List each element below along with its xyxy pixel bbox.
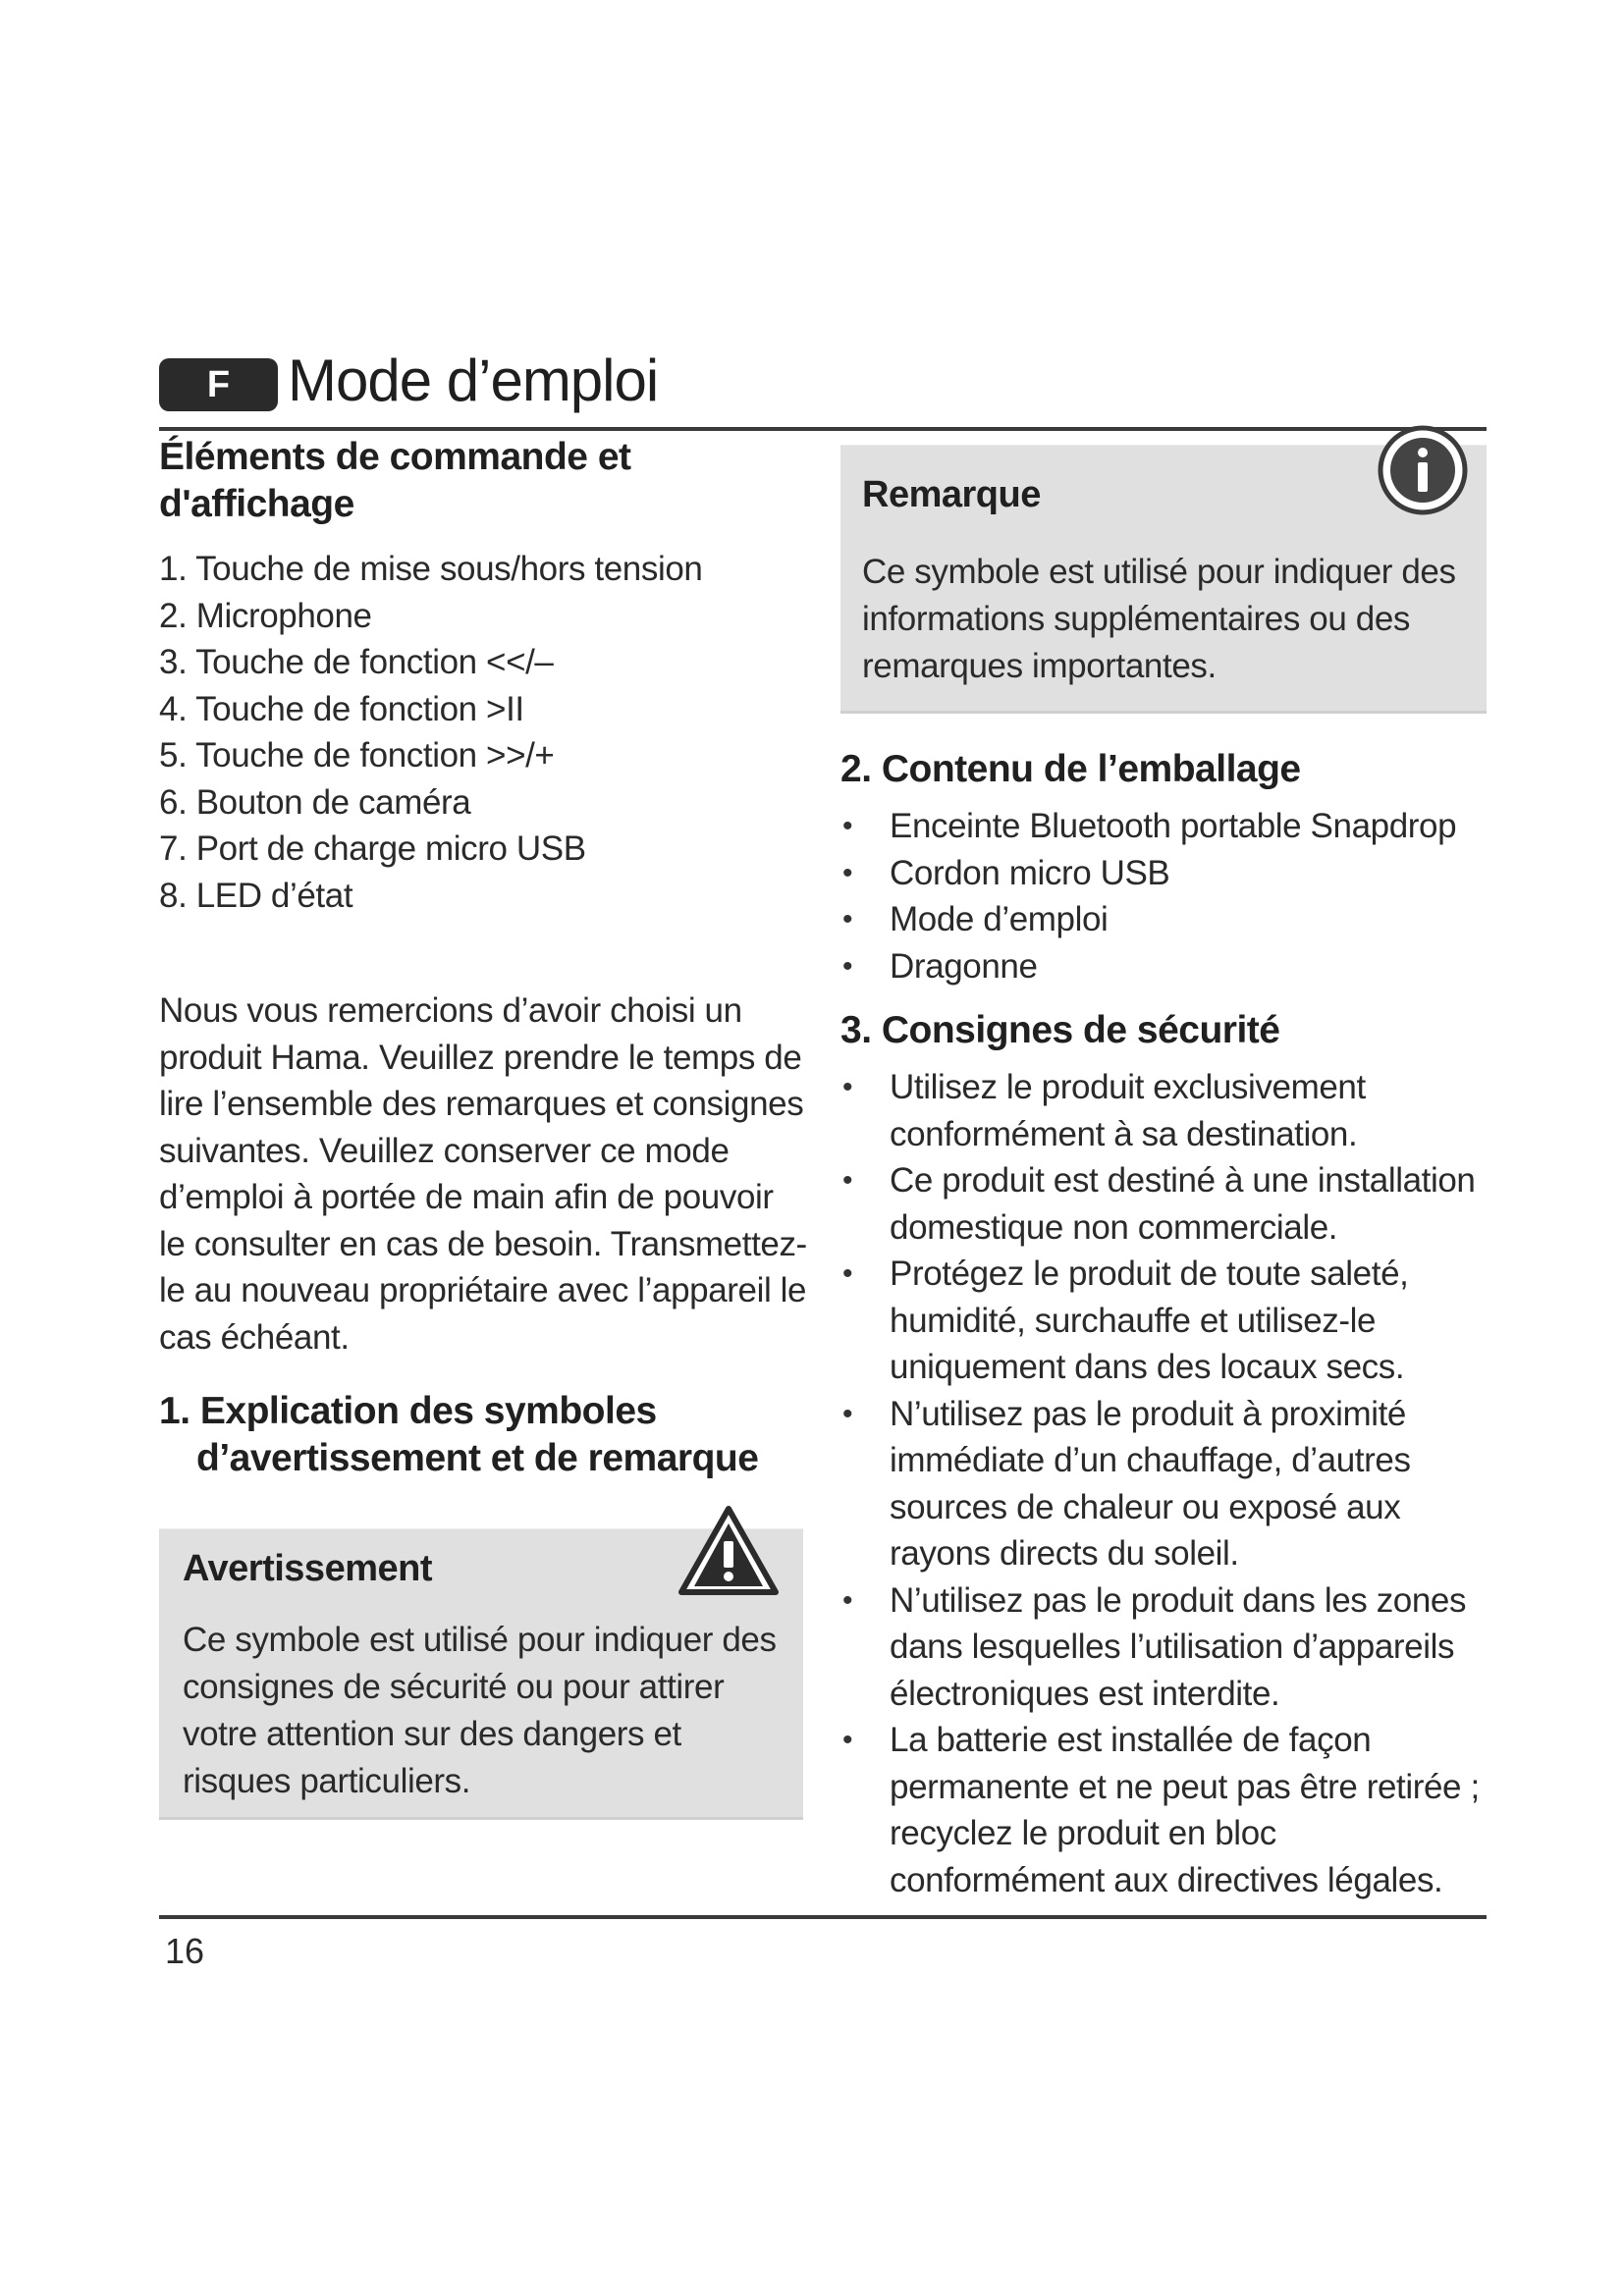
safety-item-intended-use: • Utilisez le produit exclusivement conformément à sa destination. bbox=[840, 1064, 1498, 1157]
control-item-camera: 6. Bouton de caméra bbox=[159, 782, 471, 822]
page-number: 16 bbox=[165, 1931, 205, 1971]
control-item-microphone: 2. Microphone bbox=[159, 596, 372, 635]
control-item-usb-port: 7. Port de charge micro USB bbox=[159, 829, 586, 868]
info-circle-icon bbox=[1377, 424, 1469, 516]
note-title: Remarque bbox=[862, 474, 1041, 515]
safety-item-protection: • Protégez le produit de toute saleté, humidité, surchauffe et utilisez-le uniquement dans des locaux secs. bbox=[840, 1251, 1498, 1391]
warning-box bbox=[159, 1529, 803, 1817]
intro-paragraph: Nous vous remercions d’avoir choisi un produit Hama. Veuillez prendre le temps de lire l’ensemble des remarques et consignes suivantes. Veuillez conserver ce mode d’emploi à portée de main afin de pouvoir le consulter en cas de besoin. Transmettez-le au nouveau propriétaire avec l’appareil le cas échéant. bbox=[159, 991, 807, 1357]
safety-heading: 3. Consignes de sécurité bbox=[840, 1009, 1280, 1051]
package-item-manual: • Mode d’emploi bbox=[840, 896, 1498, 943]
safety-list bbox=[840, 1064, 1498, 1903]
note-box bbox=[840, 446, 1487, 711]
warning-title: Avertissement bbox=[183, 1548, 432, 1589]
control-item-next: 5. Touche de fonction >>/+ bbox=[159, 736, 555, 774]
package-item-speaker: • Enceinte Bluetooth portable Snapdrop bbox=[840, 803, 1498, 850]
header-divider bbox=[159, 427, 1487, 431]
controls-list bbox=[159, 546, 807, 919]
control-item-power: 1. Touche de mise sous/hors tension bbox=[159, 550, 703, 588]
language-badge: F bbox=[159, 358, 278, 411]
page-header bbox=[159, 346, 1485, 416]
control-item-status-led: 8. LED d’état bbox=[159, 876, 353, 915]
footer-divider bbox=[159, 1915, 1487, 1919]
safety-item-restricted-zones: • N’utilisez pas le produit dans les zones dans lesquelles l’utilisation d’appareils électroniques est interdite. bbox=[840, 1577, 1498, 1718]
left-column bbox=[159, 434, 807, 1817]
safety-item-domestic-use: • Ce produit est destiné à une installation domestique non commerciale. bbox=[840, 1157, 1498, 1251]
warning-text: Ce symbole est utilisé pour indiquer des consignes de sécurité ou pour attirer votre attention sur des dangers et risques particuliers. bbox=[183, 1621, 777, 1800]
package-list bbox=[840, 803, 1498, 989]
page-title: Mode d’emploi bbox=[288, 347, 659, 413]
safety-item-heat-sources: • N’utilisez pas le produit à proximité immédiate d’un chauffage, d’autres sources de chaleur ou exposé aux rayons directs du soleil. bbox=[840, 1391, 1498, 1577]
right-column bbox=[840, 434, 1498, 1903]
safety-item-battery-recycling: • La batterie est installée de façon permanente et ne peut pas être retirée ; recyclez le produit en bloc conformément aux directives légales. bbox=[840, 1717, 1498, 1903]
package-item-usb-cable: • Cordon micro USB bbox=[840, 850, 1498, 897]
symbols-heading: 1. Explication des symboles d’avertissement et de remarque bbox=[159, 1390, 759, 1479]
warning-triangle-icon bbox=[677, 1504, 780, 1598]
control-item-previous: 3. Touche de fonction <</– bbox=[159, 643, 554, 681]
controls-heading: Éléments de commande et d'affichage bbox=[159, 436, 631, 525]
control-item-play-pause: 4. Touche de fonction >II bbox=[159, 689, 524, 728]
note-text: Ce symbole est utilisé pour indiquer des informations supplémentaires ou des remarques importantes. bbox=[862, 553, 1456, 685]
package-item-strap: • Dragonne bbox=[840, 943, 1498, 990]
package-heading: 2. Contenu de l’emballage bbox=[840, 748, 1301, 790]
